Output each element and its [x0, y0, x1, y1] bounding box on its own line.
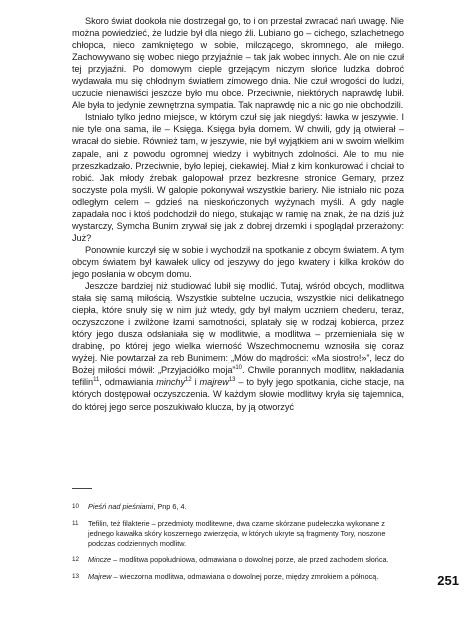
footnote-number: 12: [72, 556, 80, 563]
footnote-text: [88, 502, 412, 512]
footnote-text: [88, 519, 412, 549]
text-run: Skoro świat dookoła nie dostrzegał go, to i on przestał zwracać nań uwagę. Nie można powiedzieć, że ludzie był dla niego źli. Lubiano go – cichego, szlachetnego chłopca, nieco zamkniętego w sobie, milczącego, skromnego, ale miłego. Zachowywano się wobec niego przyjaźnie – tak jak wobec innych. Ale on nie czuł tej przyjaźni. Po domowym cieple grzejącym niczym słońce ludzka dobroć wydawała mu się chłodnym światłem zimowego dnia. Nie czuł wrogości do ludzi, uczucie nienawiści jeszcze było mu obce. Przeciwnie, niektórych naprawdę lubił. Ale była to jedynie zewnętrzna sympatia. Tak naprawdę nic a nic go nie obchodzili.: [72, 16, 404, 111]
italic-text: Pieśń nad pieśniami: [88, 502, 154, 511]
paragraph: [72, 244, 404, 280]
footnote-ref: 11: [93, 377, 100, 384]
italic-text: minchy: [156, 377, 186, 388]
footnote-text: [88, 572, 412, 582]
text-run: i: [191, 377, 200, 388]
italic-text: Mincze: [88, 555, 112, 564]
text-run: , odmawiania: [99, 377, 157, 388]
italic-text: Majrew: [88, 571, 112, 581]
footnote: [72, 555, 412, 565]
footnote-number: 10: [72, 503, 80, 510]
text-run: – modlitwa popołudniowa, odmawiana o dowolnej porze, ale przed zachodem słońca.: [111, 555, 389, 564]
paragraph: [72, 15, 404, 111]
text-run: – wieczorna modlitwa, odmawiana o dowolnej porze, między zmrokiem a północą.: [111, 571, 379, 581]
paragraph: [72, 111, 404, 244]
text-run: Ponownie kurczył się w sobie i wychodził na spotkanie z obcym światem. A tym obcym światem był kawałek ulicy od jeszywy do jego kwatery i kilka kroków do jego posłania w obcym domu.: [72, 244, 404, 279]
italic-text: majrew: [199, 377, 229, 388]
text-run: Tefilin, też filakterie – przedmioty modlitewne, dwa czarne skórzane pudełeczka wykonane z jednego kawałka skóry koszernego zwierzęcia, w których ukryte są fragmenty Tory, noszone podczas codziennych modlitw.: [88, 518, 386, 548]
footnote-number: 11: [72, 519, 79, 527]
footnote-number: 13: [72, 572, 80, 580]
footnote-ref: 10: [235, 365, 242, 372]
paragraph: [72, 280, 404, 413]
text-run: Jeszcze bardziej niż studiować lubił się modlić. Tutaj, wśród obcych, modlitwa stała się samą miłością. Wszystkie subtelne uczucia, wszystkie nici delikatnego ciepła, które snuły się w nim już wtedy, gdy był małym uczniem chederu, teraz, oczyszczone i zwilżone łzami samotności, splatały się w rodzaj kobierca, przez który jego dusza odsłaniała się w modlitwie, a modlitwa – przemieniała się w drabinę, po której jego wielka wierność Wszechmocnemu wznosiła się coraz wyżej. Nie powtarzał za reb Bunimem: „Mów do mądrości: «Ma siostro!»”, lecz do Bożej miłości mówił: „Przyjaciółko moja”: [72, 281, 404, 376]
footnote: [72, 502, 412, 512]
footnote-divider: [72, 488, 92, 489]
footnote: [72, 572, 412, 582]
text-run: Istniało tylko jedno miejsce, w którym czuł się jak niegdyś: ławka w jeszywie. I nie tyle ona sama, ile – Księga. Księga była domem. W chwili, gdy ją otwierał – wracał do siebie. Również tam, w jeszywie, nie był wyjątkiem ani w swoim wielkim zapale, ani z powodu ogromnej wiedzy i wybitnych zdolności. Ale to mu nie przeszkadzało. Przeciwnie, było lepiej, ciekawiej. Miał z kim konkurować i chciał to robić. Jak młody źrebak galopował przez bezkresne stronice Gemary, przez soczyste pola myśli. W galopie pokonywał wszystkie bariery. Nie istniało nic poza odległym celem – gdzieś na nieskończonych wyżynach myśli. A gdy nagle zapadała noc i ktoś podchodził do niego, stukając w ramię na znak, że na dziś już wystarczy, Symcha Bunim zrywał się jak z dobrej drzemki i spoglądał przerażony: Już?: [72, 112, 404, 243]
footnote-text: [88, 555, 412, 565]
footnote-ref: 13: [228, 377, 236, 384]
text-run: , Pnp 6, 4.: [153, 502, 187, 511]
footnote-ref: 12: [185, 377, 192, 384]
text-run: . Chwile porannych modlitw, nakładania tefilin: [72, 365, 404, 388]
main-text: [72, 15, 404, 413]
footnotes: [72, 502, 412, 588]
page-number: 251: [437, 573, 459, 588]
text-run: – to były jego spotkania, ciche stacje, na których dostępował oczyszczenia. W każdym słowie modlitwy kryła się tajemnica, do której jego serce poszukiwało klucza, by ją otworzyć: [72, 377, 404, 412]
footnote: [72, 519, 412, 549]
